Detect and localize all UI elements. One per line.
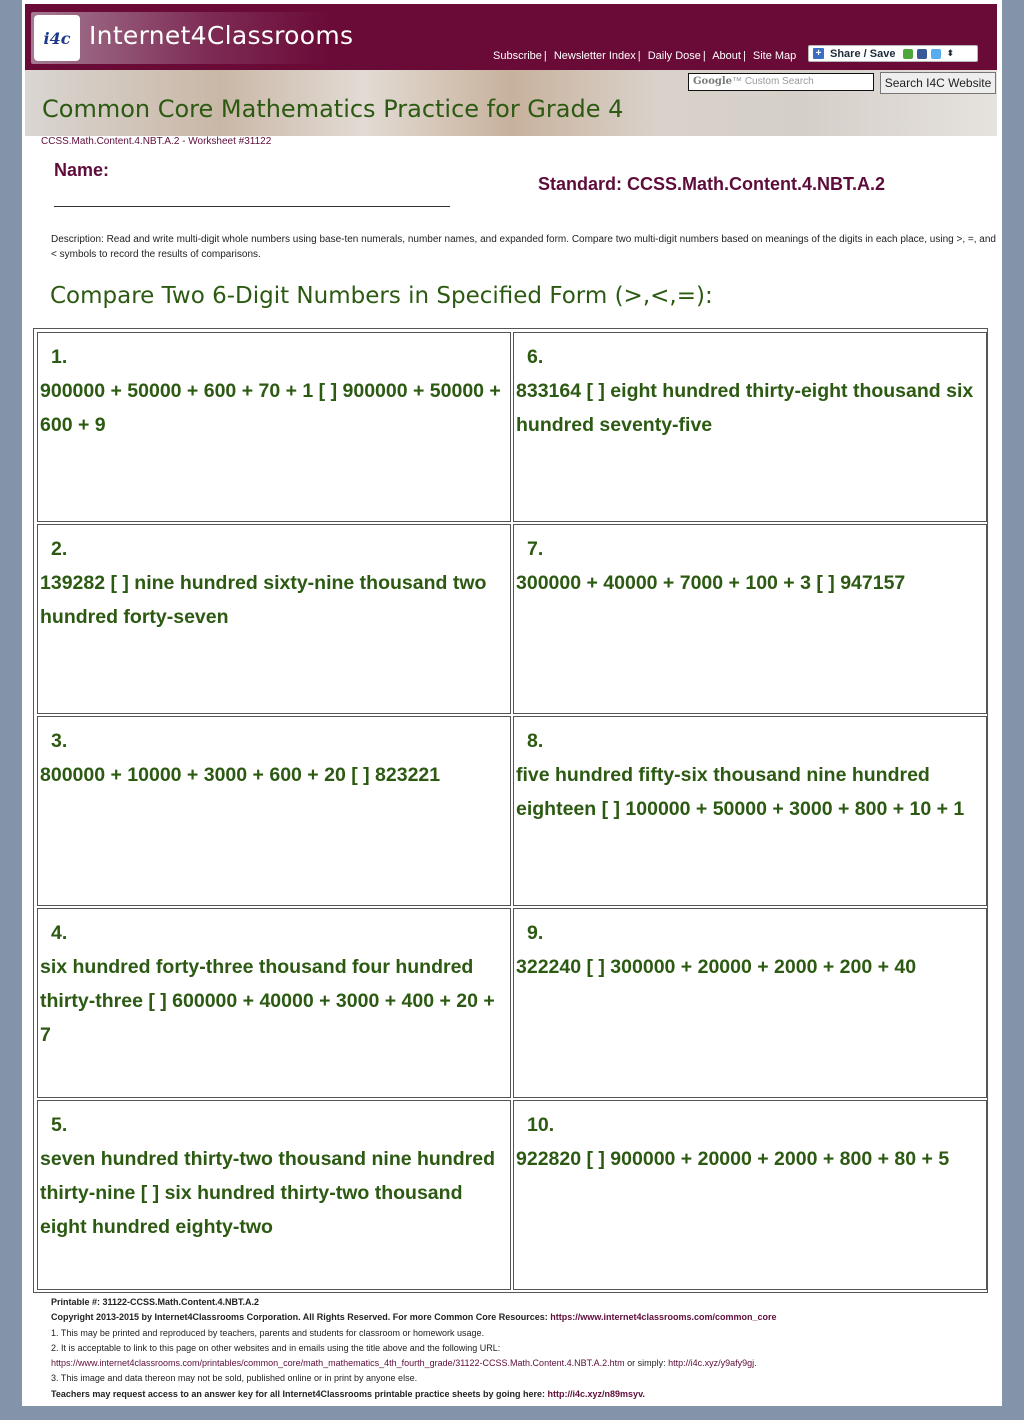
breadcrumb: CCSS.Math.Content.4.NBT.A.2 - Worksheet #31122 xyxy=(41,136,272,147)
problem-cell xyxy=(513,716,987,906)
worksheet-url-link[interactable]: https://www.internet4classrooms.com/printables/common_core/math_mathematics_4th_fourth_grade/31122-CCSS.Math.Content.4.NBT.A.2.htm xyxy=(51,1358,625,1369)
problem-text: 922820 [ ] 900000 + 20000 + 2000 + 800 + 80 + 5 xyxy=(516,1148,950,1170)
problem-number: 3. xyxy=(51,730,68,752)
search-input[interactable]: Google™ Custom Search xyxy=(688,73,874,91)
footer xyxy=(51,1295,991,1402)
name-label: Name: xyxy=(54,160,110,180)
common-core-link[interactable]: https://www.internet4classrooms.com/common_core xyxy=(550,1312,777,1323)
problem-number: 8. xyxy=(527,730,544,752)
search-placeholder: Custom Search xyxy=(744,76,814,87)
chevron-updown-icon: ⬍ xyxy=(946,48,954,58)
worksheet-subtitle: Compare Two 6-Digit Numbers in Specified Form (>,<,=): xyxy=(50,283,713,309)
problems-table xyxy=(33,328,988,1293)
search-button[interactable]: Search I4C Website xyxy=(880,72,996,94)
logo-text: Internet4Classrooms xyxy=(89,21,354,50)
share-save-button[interactable] xyxy=(808,45,978,62)
printable-number: Printable #: 31122-CCSS.Math.Content.4.NBT.A.2 xyxy=(51,1297,260,1307)
problem-cell xyxy=(37,716,511,906)
nav-link-subscribe[interactable]: Subscribe xyxy=(493,50,542,62)
problem-number: 10. xyxy=(527,1114,555,1136)
nav-link-newsletter-index[interactable]: Newsletter Index xyxy=(553,50,636,62)
answer-key-note: Teachers may request access to an answer key for all Internet4Classrooms printable practice sheets by going here: http://i4c.xyz/n89msyv. xyxy=(51,1388,645,1399)
facebook-icon xyxy=(917,49,927,59)
problem-number: 4. xyxy=(51,922,68,944)
problem-text: five hundred fifty-six thousand nine hundred eighteen [ ] 100000 + 50000 + 3000 + 800 + 10 + 1 xyxy=(516,764,965,820)
share-icon xyxy=(903,49,913,59)
plus-icon: + xyxy=(813,48,824,59)
problem-cell xyxy=(513,524,987,714)
site-logo[interactable] xyxy=(31,12,354,64)
usage-note-1: 1. This may be printed and reproduced by teachers, parents and students for classroom or homework usage. xyxy=(51,1327,485,1338)
nav-link-about[interactable]: About xyxy=(712,50,741,62)
answer-key-text: Teachers may request access to an answer key for all Internet4Classrooms printable practice sheets by going here: xyxy=(51,1388,548,1399)
problem-cell xyxy=(513,1100,987,1290)
description: Description: Read and write multi-digit whole numbers using base-ten numerals, number names, and expanded form. Compare two multi-digit numbers based on meanings of the digits in each place, using >, =, and < symbols to record the results of comparisons. xyxy=(51,234,996,260)
usage-note-3: 3. This image and data thereon may not be sold, published online or in print by anyone else. xyxy=(51,1373,418,1384)
i4c-logo-icon: i4c xyxy=(34,15,80,61)
problem-cell xyxy=(37,524,511,714)
short-url-link[interactable]: http://i4c.xyz/y9afy9gj xyxy=(668,1358,755,1369)
usage-note-2: 2. It is acceptable to link to this page on other websites and in emails using the title above and the following URL: xyxy=(51,1342,501,1353)
answer-key-link[interactable]: http://i4c.xyz/n89msyv xyxy=(547,1388,643,1399)
nav-link-site-map[interactable]: Site Map xyxy=(752,50,797,62)
problem-text: seven hundred thirty-two thousand nine hundred thirty-nine [ ] six hundred thirty-two thousand eight hundred eighty-two xyxy=(40,1148,496,1238)
usage-note-2-urls: https://www.internet4classrooms.com/printables/common_core/math_mathematics_4th_fourth_grade/31122-CCSS.Math.Content.4.NBT.A.2.htm or simply: http://i4c.xyz/y9afy9gj. xyxy=(51,1358,757,1369)
problem-text: 833164 [ ] eight hundred thirty-eight thousand six hundred seventy-five xyxy=(516,380,974,436)
share-label: Share / Save xyxy=(830,47,896,60)
problem-text: 300000 + 40000 + 7000 + 100 + 3 [ ] 947157 xyxy=(516,572,906,594)
site-header xyxy=(25,4,997,70)
nav-link-daily-dose[interactable]: Daily Dose xyxy=(647,50,701,62)
problem-cell xyxy=(37,1100,511,1290)
copyright xyxy=(51,1310,991,1325)
problem-text: 800000 + 10000 + 3000 + 600 + 20 [ ] 823221 xyxy=(40,764,441,786)
problem-number: 1. xyxy=(51,346,68,368)
standard-label: Standard: CCSS.Math.Content.4.NBT.A.2 xyxy=(538,174,886,194)
problem-number: 7. xyxy=(527,538,544,560)
problem-text: 139282 [ ] nine hundred sixty-nine thousand two hundred forty-seven xyxy=(40,572,487,628)
or-simply-text: or simply: xyxy=(624,1358,669,1369)
name-line xyxy=(54,206,450,207)
page-title: Common Core Mathematics Practice for Grade 4 xyxy=(42,95,624,123)
problem-number: 5. xyxy=(51,1114,68,1136)
problem-text: 322240 [ ] 300000 + 20000 + 2000 + 200 + 40 xyxy=(516,956,917,978)
worksheet-page xyxy=(22,0,1002,1406)
twitter-icon xyxy=(931,49,941,59)
problem-number: 2. xyxy=(51,538,68,560)
problem-number: 9. xyxy=(527,922,544,944)
problem-cell xyxy=(37,908,511,1098)
copyright-text: Copyright 2013-2015 by Internet4Classrooms Corporation. All Rights Reserved. For more Common Core Resources: xyxy=(51,1312,551,1323)
google-logo: Google xyxy=(693,76,733,87)
problem-cell xyxy=(513,332,987,522)
problem-text: six hundred forty-three thousand four hundred thirty-three [ ] 600000 + 40000 + 3000 + 400 + 20 + 7 xyxy=(40,956,495,1046)
problem-text: 900000 + 50000 + 600 + 70 + 1 [ ] 900000 + 50000 + 600 + 9 xyxy=(40,380,501,436)
problem-cell xyxy=(513,908,987,1098)
problem-number: 6. xyxy=(527,346,544,368)
problem-cell xyxy=(37,332,511,522)
top-nav: Subscribe | Newsletter Index | Daily Dose | About | Site Map xyxy=(493,50,797,62)
